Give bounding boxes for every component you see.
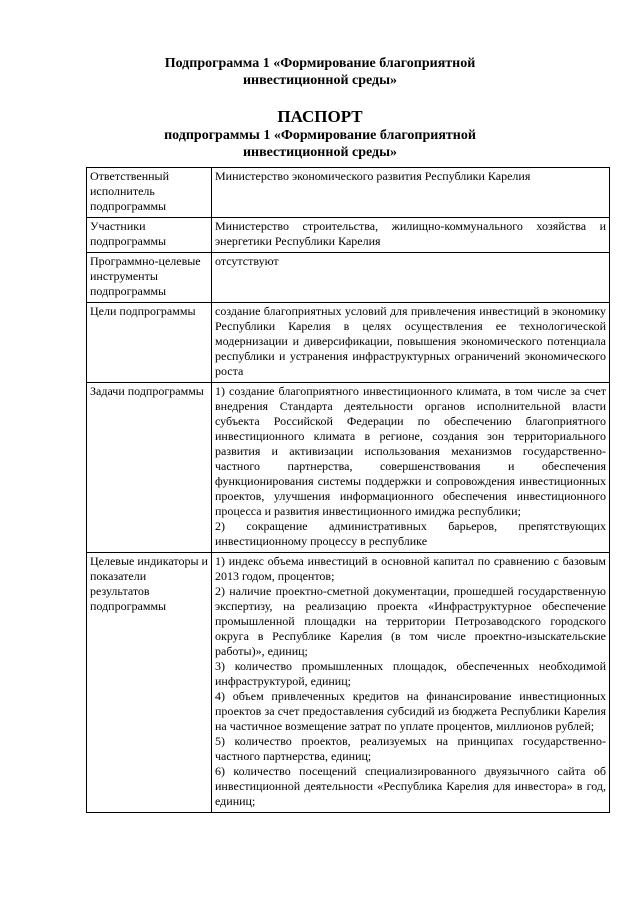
row-label: Ответственный исполнитель подпрограммы bbox=[87, 168, 212, 218]
row-label: Программно-целевые инструменты подпрограммы bbox=[87, 253, 212, 303]
passport-subtitle-line-2: инвестиционной среды» bbox=[242, 145, 398, 160]
passport-table bbox=[86, 167, 610, 813]
row-value-item: 1) создание благоприятного инвестиционного климата, в том числе за счет внедрения Стандарта деятельности органов исполнительной власти субъекта Российской Федерации по обеспечению благоприятного инвестиционного климата в регионе, создания зон территориального развития и активизации использования механизмов государственно-частного партнерства, совершенствования и обеспечения функционирования системы поддержки и сопровождения инвестиционных проектов, улучшения информационного обеспечения инвестиционного процесса и развития инвестиционного имиджа республики; bbox=[215, 384, 606, 518]
row-label: Задачи подпрограммы bbox=[87, 383, 212, 553]
row-label: Участники подпрограммы bbox=[87, 218, 212, 253]
row-value-item: 3) количество промышленных площадок, обеспеченных необходимой инфраструктурой, единиц; bbox=[215, 659, 606, 688]
passport-row bbox=[87, 383, 610, 553]
row-label: Целевые индикаторы и показатели результатов подпрограммы bbox=[87, 553, 212, 813]
row-value-item: Министерство экономического развития Республики Карелия bbox=[215, 169, 531, 183]
passport-title: ПАСПОРТ bbox=[277, 107, 363, 126]
row-value bbox=[212, 218, 610, 253]
row-value bbox=[212, 253, 610, 303]
passport-subtitle bbox=[0, 127, 640, 161]
row-value bbox=[212, 553, 610, 813]
passport-subtitle-line-1: подпрограммы 1 «Формирование благоприятной bbox=[164, 128, 476, 143]
passport-table-body bbox=[87, 168, 610, 813]
row-value-item: создание благоприятных условий для привлечения инвестиций в экономику Республики Карелия в целях осуществления ее технологической модернизации и диверсификации, повышения экономического потенциала республики и устранения инфраструктурных ограничений экономического роста bbox=[215, 304, 606, 378]
row-value-item: 1) индекс объема инвестиций в основной капитал по сравнению с базовым 2013 годом, процентов; bbox=[215, 554, 606, 583]
passport-row bbox=[87, 303, 610, 383]
row-value-item: 2) сокращение административных барьеров, препятствующих инвестиционному процессу в республике bbox=[215, 519, 606, 548]
row-value-item: 6) количество посещений специализированного двуязычного сайта об инвестиционной деятельности «Республика Карелия для инвестора» в год, единиц; bbox=[215, 764, 606, 808]
row-label: Цели подпрограммы bbox=[87, 303, 212, 383]
subprogram-title-line-1: Подпрограмма 1 «Формирование благоприятной bbox=[164, 56, 476, 71]
row-value-item: 4) объем привлеченных кредитов на финансирование инвестиционных проектов за счет предоставления субсидий из бюджета Республики Карелия на частичное возмещение затрат по уплате процентов, миллионов рублей; bbox=[215, 689, 606, 733]
row-value bbox=[212, 168, 610, 218]
passport-row bbox=[87, 553, 610, 813]
passport-row bbox=[87, 218, 610, 253]
row-value-item: отсутствуют bbox=[215, 254, 279, 268]
passport-row bbox=[87, 253, 610, 303]
row-value-item: 2) наличие проектно-сметной документации, прошедшей государственную экспертизу, на реализацию проекта «Инфраструктурное обеспечение промышленной площадки на территории Петрозаводского городского округа в Республике Карелия (в том числе проектно-изыскательские работы)», единиц; bbox=[215, 584, 606, 658]
subprogram-title-line-2: инвестиционной среды» bbox=[242, 73, 398, 88]
row-value bbox=[212, 383, 610, 553]
row-value bbox=[212, 303, 610, 383]
row-value-item: 5) количество проектов, реализуемых на принципах государственно-частного партнерства, единиц; bbox=[215, 734, 606, 763]
passport-row bbox=[87, 168, 610, 218]
subprogram-title bbox=[0, 55, 640, 89]
row-value-item: Министерство строительства, жилищно-коммунального хозяйства и энергетики Республики Карелия bbox=[215, 219, 606, 248]
